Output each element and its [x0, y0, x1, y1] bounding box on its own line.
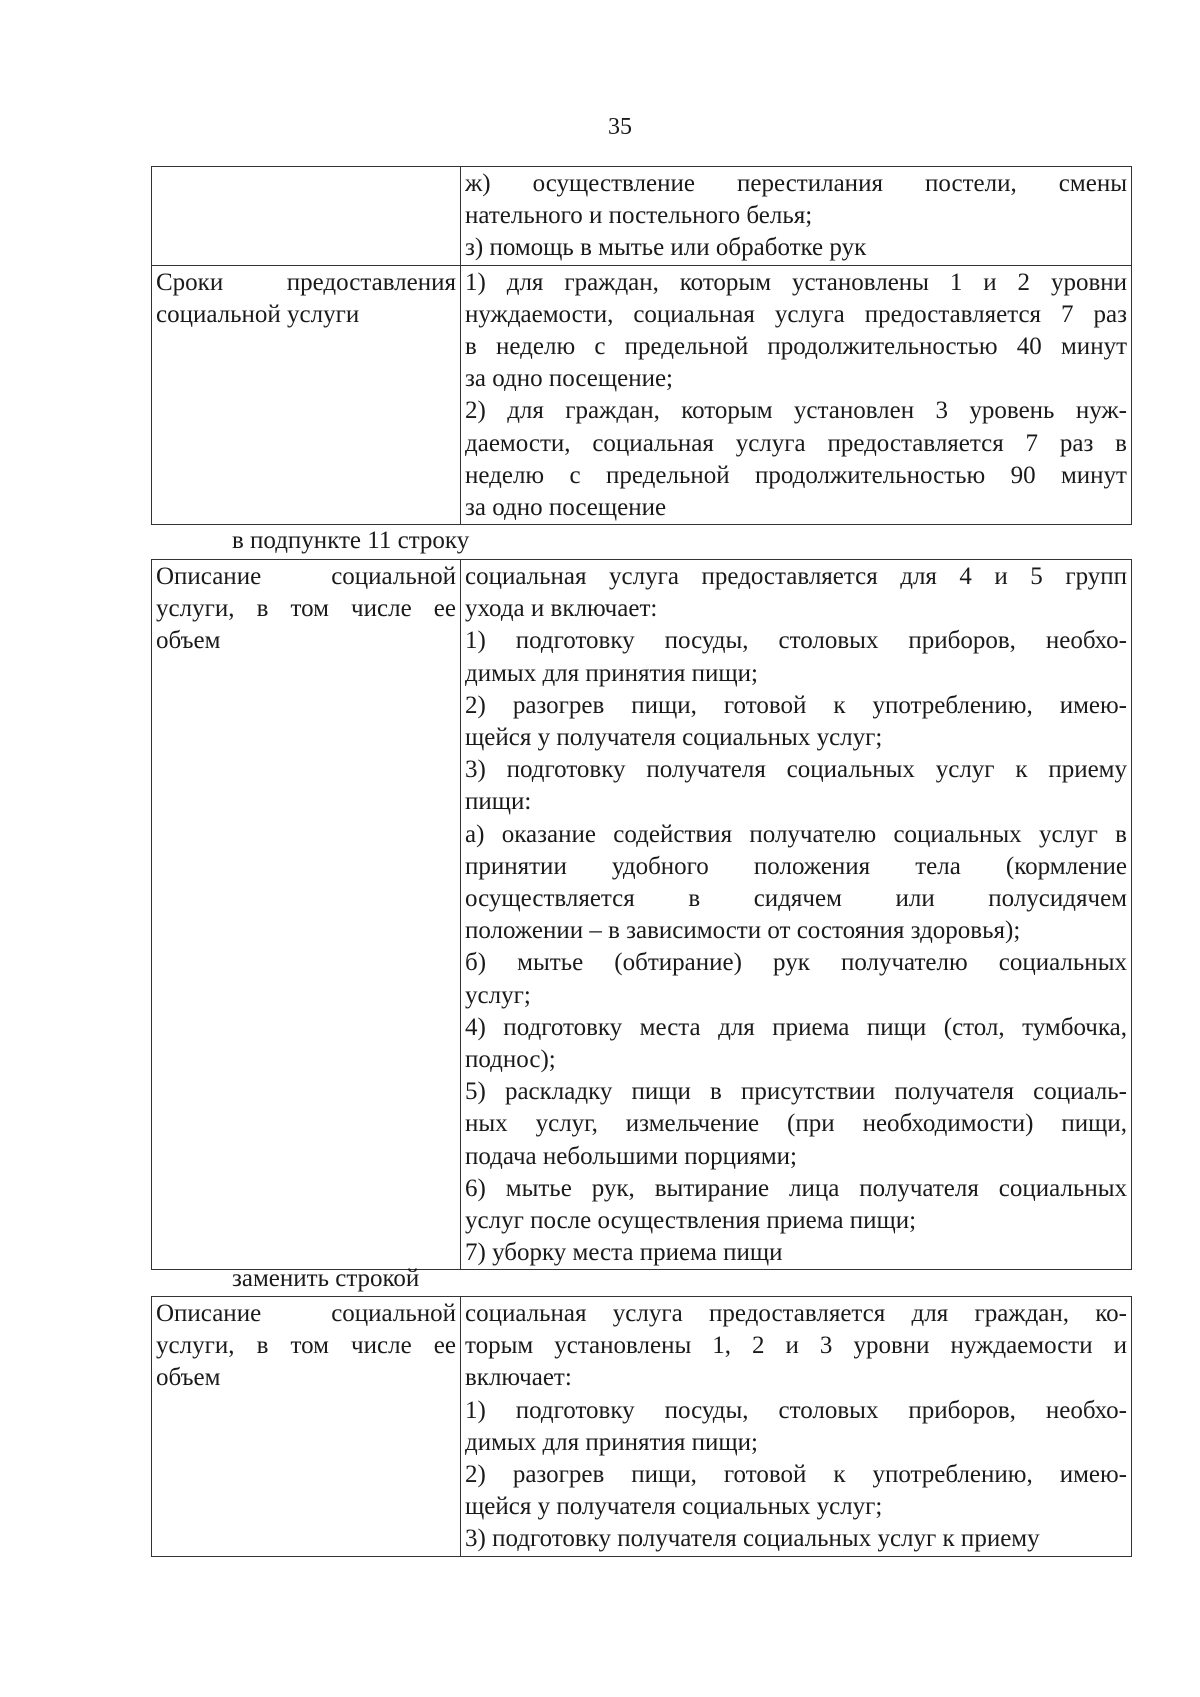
text-line: 6) мытье рук, вытирание лица получателя социальных — [465, 1174, 1127, 1202]
row-label-cell — [152, 560, 461, 1270]
table-row — [152, 1297, 1132, 1557]
row-label — [156, 561, 456, 658]
text-line: объем — [156, 627, 221, 655]
new-row-table — [151, 1296, 1132, 1557]
text-line: подача небольшими порциями; — [465, 1142, 797, 1170]
text-line: 2) для граждан, которым установлен 3 уровень нуж- — [465, 397, 1127, 425]
text-line: услуг после осуществления приема пищи; — [465, 1207, 917, 1235]
old-row-table — [151, 559, 1132, 1270]
table-row — [152, 560, 1132, 1270]
page-number: 35 — [608, 114, 632, 140]
text-line: 3) подготовку получателя социальных услуг к приему — [465, 756, 1127, 784]
text-line: торым установлены 1, 2 и 3 уровни нуждаемости и — [465, 1332, 1127, 1360]
text-line: услуги, в том числе ее — [156, 1332, 456, 1360]
text-line: 5) раскладку пищи в присутствии получателя социаль- — [465, 1078, 1127, 1106]
text-line: щейся у получателя социальных услуг; — [465, 724, 883, 752]
text-line: социальная услуга предоставляется для 4 и 5 групп — [465, 563, 1127, 590]
text-line: 1) для граждан, которым установлены 1 и 2 уровни — [465, 268, 1127, 296]
services-table-continued — [151, 166, 1132, 525]
row-label — [156, 1298, 456, 1395]
text-line: поднос); — [465, 1046, 556, 1074]
text-line: 2) разогрев пищи, готовой к употреблению, имею- — [465, 691, 1127, 719]
text-line: положении – в зависимости от состояния здоровья); — [465, 917, 1021, 945]
text-line: принятии удобного положения тела (кормление — [465, 852, 1127, 880]
row-content — [465, 168, 1127, 265]
text-line: услуги, в том числе ее — [156, 595, 456, 623]
text-line: за одно посещение; — [465, 365, 673, 393]
row-content-cell — [461, 265, 1132, 525]
row-content — [465, 561, 1127, 1269]
row-content-cell — [461, 560, 1132, 1270]
text-line: димых для принятия пищи; — [465, 659, 758, 687]
text-line: ухода и включает: — [465, 595, 658, 623]
text-line: Сроки предоставления — [156, 268, 456, 296]
row-content-cell — [461, 1297, 1132, 1557]
text-line: Описание социальной — [156, 1300, 456, 1327]
text-line: за одно посещение — [465, 494, 667, 522]
text-line: социальная услуга предоставляется для граждан, ко- — [465, 1300, 1127, 1327]
text-line: 7) уборку места приема пищи — [465, 1239, 783, 1267]
text-line: в неделю с предельной продолжительностью 40 минут — [465, 333, 1127, 361]
text-line: Описание социальной — [156, 563, 456, 590]
text-line: осуществляется в сидячем или полусидячем — [465, 885, 1127, 913]
row-label-cell — [152, 1297, 461, 1557]
text-line: 3) подготовку получателя социальных услуг к приему — [465, 1525, 1040, 1553]
row-content — [465, 267, 1127, 525]
text-line: ж) осуществление перестилания постели, смены — [465, 170, 1127, 197]
text-line: услуг; — [465, 981, 531, 1009]
instruction-caption: в подпункте 11 строку — [232, 527, 470, 554]
instruction-caption: заменить строкой — [232, 1265, 420, 1292]
text-line: б) мытье (обтирание) рук получателю социальных — [465, 949, 1127, 977]
table-row — [152, 167, 1132, 266]
text-line: 1) подготовку посуды, столовых приборов, необхо- — [465, 627, 1127, 655]
text-line: ных услуг, измельчение (при необходимости) пищи, — [465, 1110, 1127, 1138]
text-line: нательного и постельного белья; — [465, 202, 813, 230]
text-line: а) оказание содействия получателю социальных услуг в — [465, 820, 1127, 848]
text-line: щейся у получателя социальных услуг; — [465, 1493, 883, 1521]
row-label-cell — [152, 167, 461, 266]
text-line: з) помощь в мытье или обработке рук — [465, 234, 867, 262]
text-line: 1) подготовку посуды, столовых приборов, необхо- — [465, 1396, 1127, 1424]
row-content-cell — [461, 167, 1132, 266]
text-line: димых для принятия пищи; — [465, 1428, 758, 1456]
row-content — [465, 1298, 1127, 1556]
row-label — [156, 267, 456, 331]
text-line: 2) разогрев пищи, готовой к употреблению, имею- — [465, 1461, 1127, 1489]
text-line: 4) подготовку места для приема пищи (стол, тумбочка, — [465, 1013, 1127, 1041]
text-line: включает: — [465, 1364, 572, 1392]
text-line: неделю с предельной продолжительностью 90 минут — [465, 461, 1127, 489]
text-line: нуждаемости, социальная услуга предоставляется 7 раз — [465, 300, 1127, 328]
text-line: объем — [156, 1364, 221, 1392]
text-line: даемости, социальная услуга предоставляется 7 раз в — [465, 429, 1127, 457]
text-line: пищи: — [465, 788, 532, 816]
row-label-cell — [152, 265, 461, 525]
text-line: социальной услуги — [156, 300, 360, 328]
table-row — [152, 265, 1132, 525]
